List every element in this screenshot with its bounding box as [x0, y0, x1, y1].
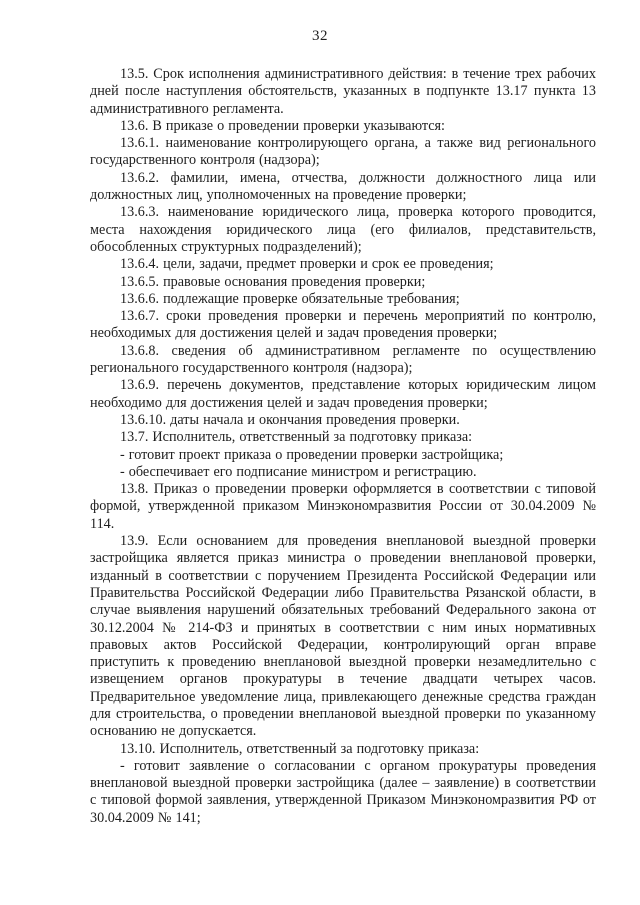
paragraph-13-6: 13.6. В приказе о проведении проверки указываются: — [120, 117, 446, 134]
paragraph-13-6-9: 13.6.9. перечень документов, представление которых юридическим лицом необходимо для достижения целей и задач проведения проверки; — [90, 377, 596, 411]
paragraph-13-6-7: 13.6.7. сроки проведения проверки и перечень мероприятий по контролю, необходимых для достижения целей и задач проведения проверки; — [90, 308, 596, 342]
paragraph-13-6-6: 13.6.6. подлежащие проверке обязательные требования; — [120, 290, 460, 307]
paragraph-13-8: 13.8. Приказ о проведении проверки оформляется в соответствии с типовой формой, утвержденной приказом Минэкономразвития России от 30.04.2009 № 114. — [90, 481, 596, 532]
paragraph-13-10: 13.10. Исполнитель, ответственный за подготовку приказа: — [120, 740, 480, 757]
paragraph-13-5: 13.5. Срок исполнения административного действия: в течение трех рабочих дней после наступления обстоятельств, указанных в подпункте 13.17 пункта 13 административного регламента. — [90, 66, 596, 117]
list-item-application: - готовит заявление о согласовании с органом прокуратуры проведения внеплановой выездной проверки застройщика (далее – заявление) в соответствии с типовой формой заявления, утвержденной Приказом Минэкономразвития РФ от 30.04.2009 № 141; — [90, 757, 596, 826]
document-body — [90, 66, 596, 827]
paragraph-13-6-2: 13.6.2. фамилии, имена, отчества, должности должностного лица или должностных лиц, уполномоченных на проведение проверки; — [90, 169, 596, 204]
paragraph-13-6-5: 13.6.5. правовые основания проведения проверки; — [120, 273, 426, 290]
list-item-draft-order: - готовит проект приказа о проведении проверки застройщика; — [120, 446, 504, 463]
paragraph-13-6-3: 13.6.3. наименование юридического лица, проверка которого проводится, места нахождения юридического лица (его филиалов, представительств, обособленных структурных подразделений); — [90, 204, 596, 255]
paragraph-13-6-10: 13.6.10. даты начала и окончания проведения проверки. — [120, 411, 460, 428]
paragraph-13-9: 13.9. Если основанием для проведения внеплановой выездной проверки застройщика является приказ министра о проведении внеплановой проверки, изданный в соответствии с поручением Президента Российской Федерации или Правительства Российской Федерации либо Правительства Рязанской области, в случае выявления нарушений обязательных требований Федерального закона от 30.12.2004 № 214-ФЗ и принятых в соответствии с ним иных нормативных правовых актов Российской Федерации, контролирующий орган вправе приступить к проведению внеплановой выездной проверки незамедлительно с извещением органов прокуратуры в течение двадцати четырех часов. Предварительное уведомление лица, привлекающего денежные средства граждан для строительства, о проведении внеплановой выездной проверки по указанному основанию не допускается. — [90, 533, 596, 740]
page-number: 32 — [312, 28, 328, 44]
paragraph-13-6-1: 13.6.1. наименование контролирующего органа, а также вид регионального государственного контроля (надзора); — [90, 135, 596, 169]
list-item-signing: - обеспечивает его подписание министром и регистрацию. — [120, 463, 477, 480]
paragraph-13-6-4: 13.6.4. цели, задачи, предмет проверки и срок ее проведения; — [120, 256, 494, 273]
paragraph-13-6-8: 13.6.8. сведения об административном регламенте по осуществлению регионального государственного контроля (надзора); — [90, 342, 596, 377]
paragraph-13-7: 13.7. Исполнитель, ответственный за подготовку приказа: — [120, 429, 473, 446]
